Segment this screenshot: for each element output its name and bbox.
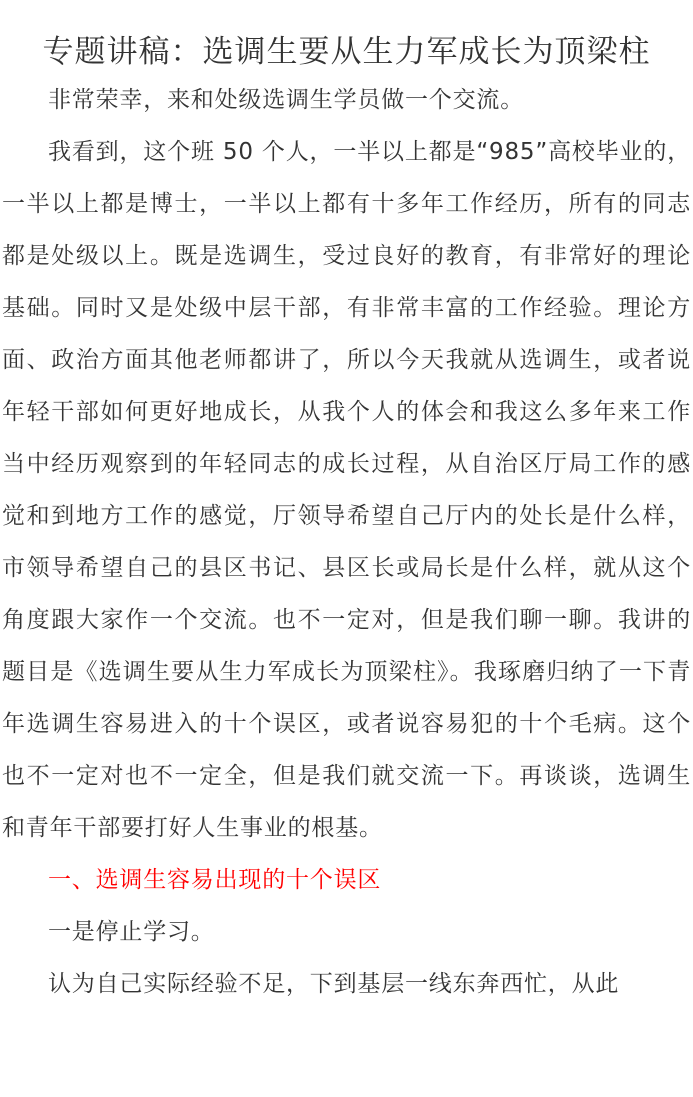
- paragraph-point-one: 一是停止学习。: [48, 919, 215, 945]
- document-title: 专题讲稿：选调生要从生力军成长为顶梁柱: [42, 34, 651, 70]
- section-heading: 一、选调生容易出现的十个误区: [48, 867, 382, 893]
- document-body: [0, 74, 693, 1010]
- paragraph-introduction: 我看到，这个班 50 个人，一半以上都是“985”高校毕业的，一半以上都是博士，一半以上都有十多年工作经历，所有的同志都是处级以上。既是选调生，受过良好的教育，有非常好的理论基础。同时又是处级中层干部，有非常丰富的工作经验。理论方面、政治方面其他老师都讲了，所以今天我就从选调生，或者说年轻干部如何更好地成长，从我个人的体会和我这么多年来工作当中经历观察到的年轻同志的成长过程，从自治区厅局工作的感觉和到地方工作的感觉，厅领导希望自己厅内的处长是什么样，市领导希望自己的县区书记、县区长或局长是什么样，就从这个角度跟大家作一个交流。也不一定对，但是我们聊一聊。我讲的题目是《选调生要从生力军成长为顶梁柱》。我琢磨归纳了一下青年选调生容易进入的十个误区，或者说容易犯的十个毛病。这个也不一定对也不一定全，但是我们就交流一下。再谈谈，选调生和青年干部要打好人生事业的根基。: [2, 139, 691, 841]
- paragraph-opening: 非常荣幸，来和处级选调生学员做一个交流。: [48, 87, 524, 113]
- paragraph-continued: 认为自己实际经验不足，下到基层一线东奔西忙，从此: [48, 971, 620, 997]
